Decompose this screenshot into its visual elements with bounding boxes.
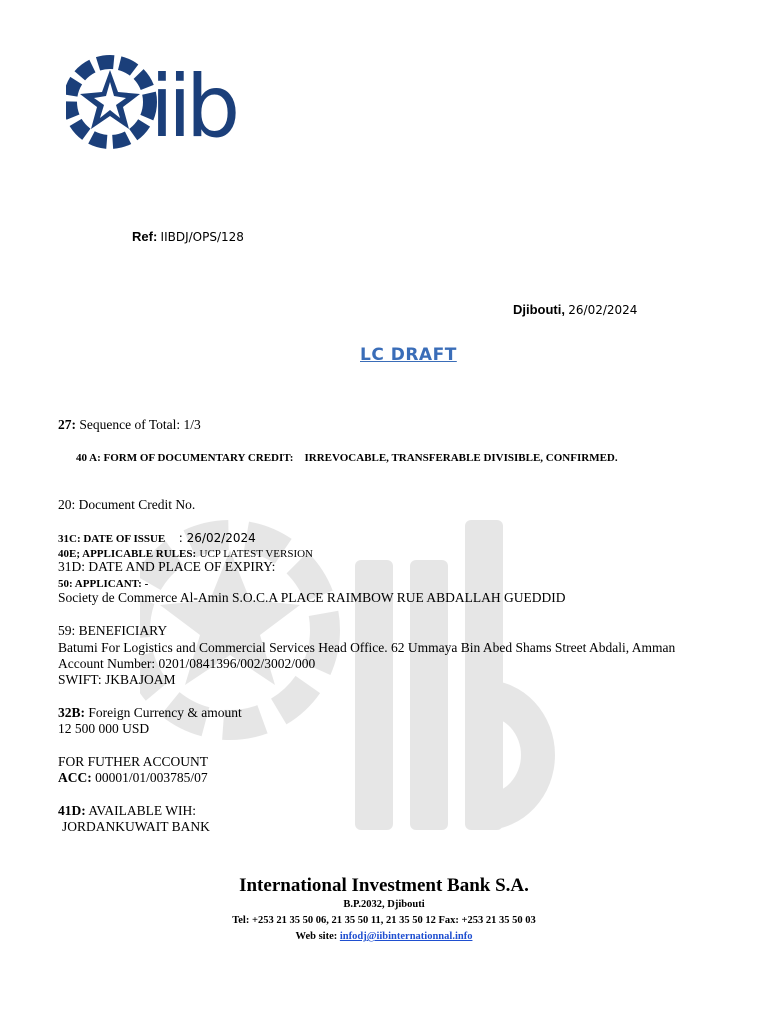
logo-text: iib <box>150 57 235 157</box>
field-27-code: 27: <box>58 417 76 432</box>
website-link[interactable]: infodj@iibinternationnal.info <box>339 931 473 942</box>
field-32b-code: 32B: <box>58 705 85 720</box>
field-40a-value: IRREVOCABLE, TRANSFERABLE DIVISIBLE, CONFIRMED. <box>304 452 618 464</box>
field-40a <box>76 450 618 466</box>
bank-phone: Tel: +253 21 35 50 06, 21 35 50 11, 21 35 50 12 Fax: +253 21 35 50 03 <box>232 915 536 926</box>
further-account: FOR FUTHER ACCOUNT <box>58 754 209 769</box>
field-40e-value: UCP LATEST VERSION <box>199 548 313 560</box>
field-59-line3: SWIFT: JKBAJOAM <box>58 672 176 687</box>
field-41d-text: AVAILABLE WIH: <box>88 803 197 818</box>
watermark-text: iib <box>140 480 142 481</box>
account-value: 00001/01/003785/07 <box>95 770 208 785</box>
field-40e-label: 40E; APPLICABLE RULES: <box>58 548 197 560</box>
field-27 <box>58 417 201 433</box>
ref-value: IIBDJ/OPS/128 <box>160 230 244 244</box>
place-date <box>513 302 637 318</box>
document-title: LC DRAFT <box>360 345 457 365</box>
ref-label: Ref: <box>132 229 158 244</box>
field-41d-code: 41D: <box>58 803 86 818</box>
place: Djibouti, <box>513 302 565 317</box>
field-41d-value: JORDANKUWAIT BANK <box>62 819 210 834</box>
website-label: Web site: <box>295 931 338 942</box>
date: 26/02/2024 <box>568 303 638 317</box>
field-41d <box>58 803 196 819</box>
field-31c-label: 31C: DATE OF ISSUE <box>58 533 166 545</box>
field-31d: 31D: DATE AND PLACE OF EXPIRY: <box>58 559 276 574</box>
field-32b <box>58 705 242 721</box>
field-59-line2: Account Number: 0201/0841396/002/3002/000 <box>58 656 316 671</box>
field-59-line1: Batumi For Logistics and Commercial Services Head Office. 62 Ummaya Bin Abed Shams Street Abdali, Amman <box>58 640 676 655</box>
field-31c-value: : 26/02/2024 <box>178 531 256 545</box>
field-50-value: Society de Commerce Al-Amin S.O.C.A PLACE RAIMBOW RUE ABDALLAH GUEDDID <box>58 590 566 605</box>
field-27-text: Sequence of Total: 1/3 <box>79 417 201 432</box>
field-50-label: 50: APPLICANT: - <box>58 578 149 590</box>
field-59-label: 59: BENEFICIARY <box>58 623 168 638</box>
field-40a-label: 40 A: FORM OF DOCUMENTARY CREDIT: <box>76 452 294 464</box>
field-20: 20: Document Credit No. <box>58 497 196 512</box>
bank-address: B.P.2032, Djibouti <box>343 899 425 910</box>
account <box>58 770 208 786</box>
field-32b-text: Foreign Currency & amount <box>88 705 242 720</box>
field-32b-amount: 12 500 000 USD <box>58 721 150 736</box>
reference <box>132 229 244 245</box>
account-label: ACC: <box>58 770 92 785</box>
bank-name: International Investment Bank S.A. <box>239 875 529 896</box>
bank-website <box>0 931 768 942</box>
